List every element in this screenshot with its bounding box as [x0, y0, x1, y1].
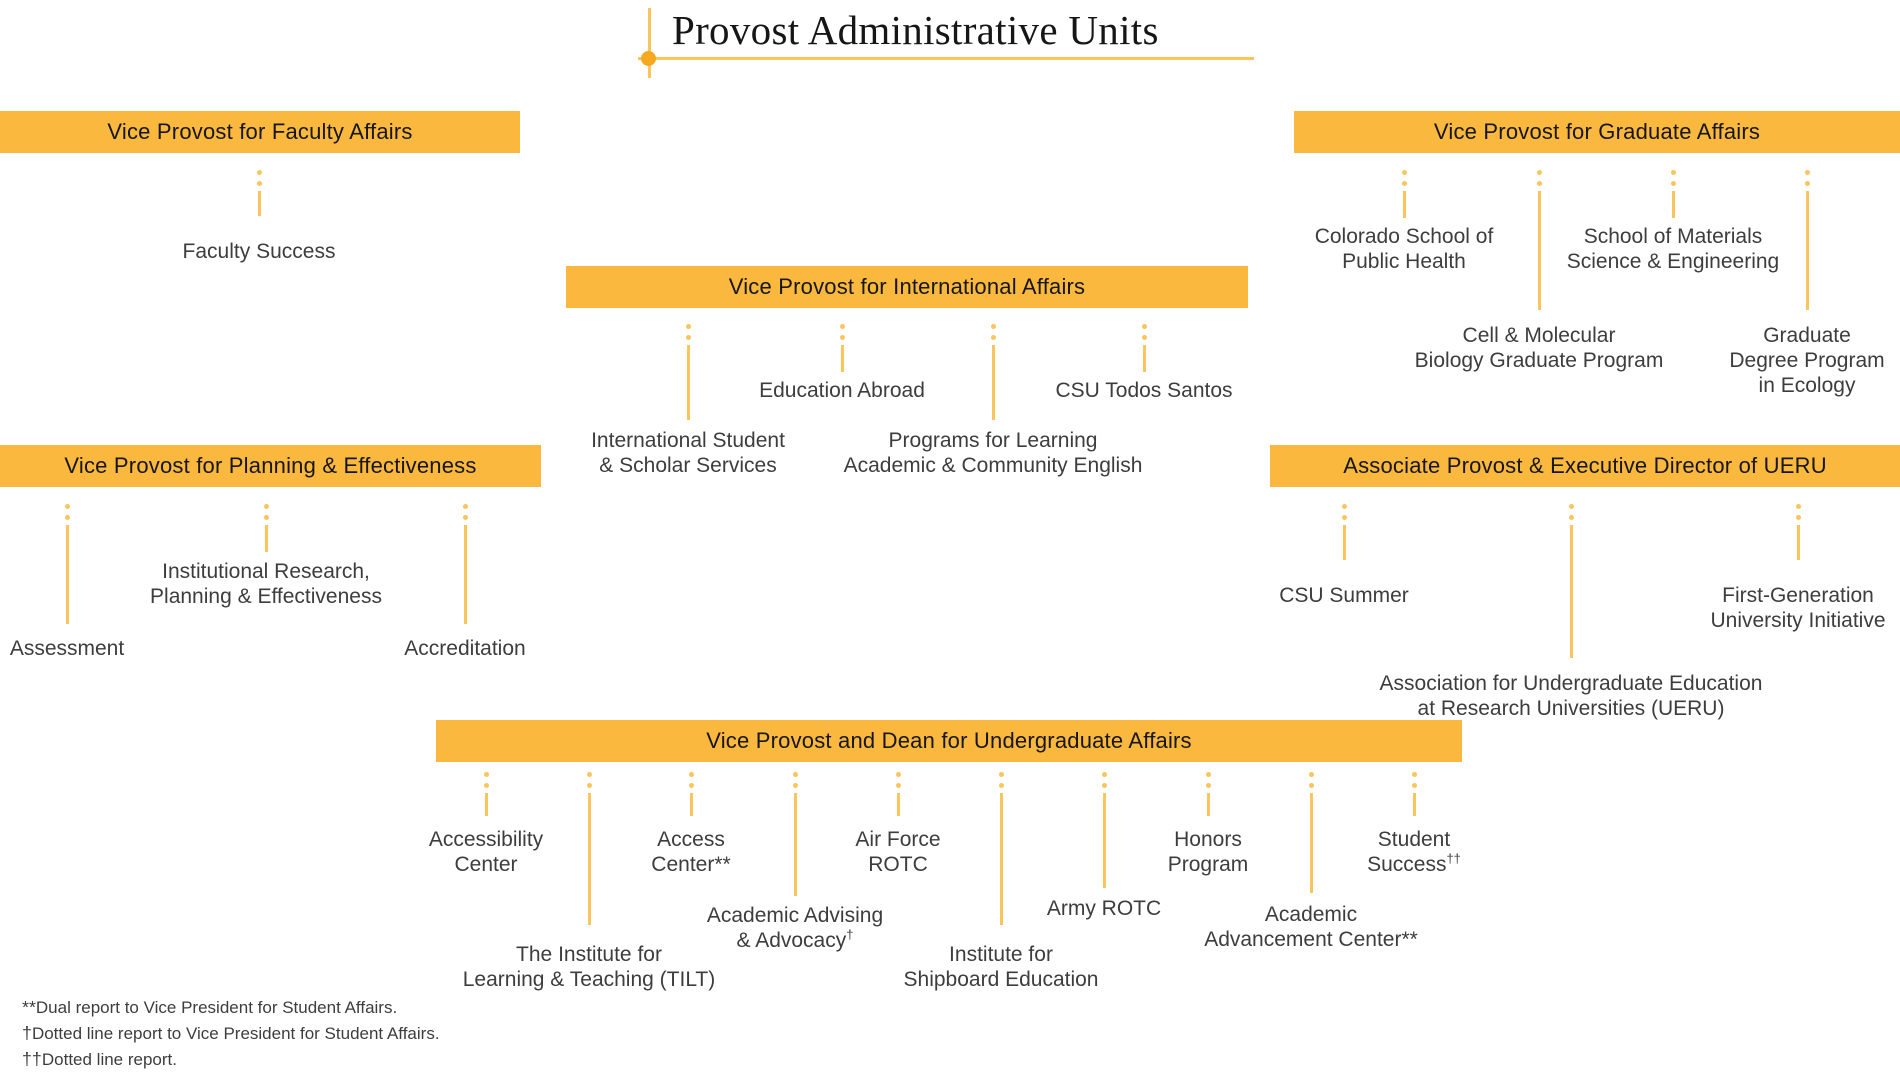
org-node-text: at Research Universities (UERU) — [1417, 697, 1725, 720]
org-node-text: Access — [657, 828, 725, 851]
org-node-line — [855, 827, 940, 852]
connector-dot — [65, 504, 70, 509]
connector-dot — [1142, 335, 1147, 340]
footnote-text: Dual report to Vice President for Student Affairs. — [35, 998, 398, 1017]
org-node-line — [463, 942, 716, 967]
org-node-label — [1415, 323, 1664, 373]
org-node-line — [1729, 323, 1884, 348]
connector-dot — [463, 504, 468, 509]
org-node-text: Planning & Effectiveness — [150, 585, 382, 608]
unit-bar-international-affairs — [566, 266, 1248, 308]
org-node-line — [1047, 896, 1161, 921]
connector-dot — [1796, 515, 1801, 520]
unit-bar-graduate-affairs — [1294, 111, 1900, 153]
org-node-text: Association for Undergraduate Education — [1379, 672, 1763, 695]
connector-dot — [257, 170, 262, 175]
page-title: Provost Administrative Units — [672, 7, 1159, 53]
connector-dot — [896, 772, 901, 777]
connector-dot — [1206, 772, 1211, 777]
org-node-text: Cell & Molecular — [1462, 324, 1616, 347]
org-node-line — [1380, 671, 1763, 696]
connector-line — [841, 345, 844, 372]
connector-dot — [587, 783, 592, 788]
org-node-line — [1168, 827, 1249, 852]
org-node-line — [1567, 224, 1779, 249]
unit-bar-title: Associate Provost & Executive Director of UERU — [1343, 453, 1827, 478]
connector-line — [1403, 191, 1406, 218]
connector-dot — [991, 324, 996, 329]
connector-dot — [1412, 772, 1417, 777]
connector-dot — [257, 181, 262, 186]
title-vertical-rule — [648, 8, 651, 78]
connector-line — [897, 793, 900, 816]
unit-bar-title: Vice Provost for Faculty Affairs — [107, 119, 413, 144]
connector-dot — [1796, 504, 1801, 509]
org-node-label — [463, 942, 716, 992]
org-node-text: & Scholar Services — [599, 454, 777, 477]
connector-dot — [793, 783, 798, 788]
connector-line — [1797, 525, 1800, 560]
connector-dot — [1569, 515, 1574, 520]
connector-line — [1207, 793, 1210, 816]
unit-bar-planning-effectiveness — [0, 445, 541, 487]
org-node-label — [404, 636, 525, 661]
org-node-line — [707, 903, 883, 928]
org-node-line — [651, 827, 730, 852]
org-node-line — [1055, 378, 1232, 403]
org-node-text: Success — [1367, 853, 1447, 876]
unit-bar-faculty-affairs — [0, 111, 520, 153]
unit-bar-title: Vice Provost for Planning & Effectiveness — [64, 453, 477, 478]
org-node-text: Education Abroad — [759, 379, 925, 402]
org-node-line — [1729, 348, 1884, 373]
org-node-line — [651, 852, 730, 877]
unit-bar-title: Vice Provost for International Affairs — [728, 274, 1086, 299]
org-node-text: University Initiative — [1710, 609, 1886, 632]
org-node-line — [855, 852, 940, 877]
org-node-text: Air Force — [855, 828, 941, 851]
connector-line — [1672, 191, 1675, 218]
org-node-line — [1204, 927, 1418, 952]
connector-line — [794, 793, 797, 896]
org-node-text: Assessment — [9, 637, 125, 660]
connector-dot — [793, 772, 798, 777]
org-node-line — [844, 428, 1143, 453]
footnote-item — [22, 997, 440, 1018]
org-node-text: Honors — [1174, 828, 1242, 851]
org-node-text: Graduate — [1763, 324, 1851, 347]
connector-dot — [1309, 783, 1314, 788]
connector-line — [1806, 191, 1809, 310]
connector-line — [485, 793, 488, 816]
org-node-label — [1367, 827, 1461, 877]
org-node-label — [844, 428, 1143, 478]
footnote-item — [22, 1023, 440, 1044]
org-node-label — [1710, 583, 1885, 633]
org-node-line — [1415, 323, 1664, 348]
connector-dot — [999, 783, 1004, 788]
org-node-line — [1315, 249, 1494, 274]
org-node-line — [1315, 224, 1494, 249]
org-node-line — [183, 239, 336, 264]
org-node-text: ROTC — [868, 853, 928, 876]
org-node-line — [1567, 249, 1779, 274]
org-node-label — [1567, 224, 1779, 274]
org-node-text: First-Generation — [1722, 584, 1874, 607]
org-node-label — [759, 378, 925, 403]
connector-dot — [587, 772, 592, 777]
connector-line — [687, 345, 690, 420]
org-node-label — [707, 903, 883, 953]
org-node-text: International Student — [591, 429, 785, 452]
org-node-line — [1415, 348, 1664, 373]
org-node-label — [591, 428, 785, 478]
org-node-text: Science & Engineering — [1566, 250, 1780, 273]
org-node-text: Accreditation — [404, 637, 526, 660]
footnote-text: Dotted line report to Vice President for Student Affairs. — [31, 1024, 440, 1043]
connector-dot — [991, 335, 996, 340]
connector-dot — [999, 772, 1004, 777]
org-node-text: Center** — [651, 853, 731, 876]
org-node-text: CSU Summer — [1279, 584, 1409, 607]
org-node-line — [1279, 583, 1409, 608]
org-node-line — [1367, 827, 1461, 852]
unit-bar-title: Vice Provost and Dean for Undergraduate Affairs — [706, 728, 1192, 753]
connector-line — [1538, 191, 1541, 310]
org-node-label — [1055, 378, 1232, 403]
org-node-text: & Advocacy — [736, 929, 847, 952]
org-node-line — [591, 428, 785, 453]
org-node-line — [10, 636, 124, 661]
connector-line — [1570, 525, 1573, 658]
connector-dot — [1805, 181, 1810, 186]
connector-dot — [840, 324, 845, 329]
org-node-text: The Institute for — [516, 943, 662, 966]
connector-dot — [1671, 181, 1676, 186]
connector-line — [265, 525, 268, 552]
org-node-line — [1710, 608, 1885, 633]
org-node-label — [1729, 323, 1884, 398]
connector-line — [1000, 793, 1003, 925]
connector-dot — [1342, 504, 1347, 509]
org-node-text: Programs for Learning — [888, 429, 1098, 452]
org-node-line — [463, 967, 716, 992]
org-node-line — [429, 827, 543, 852]
org-node-text: Army ROTC — [1046, 897, 1162, 920]
connector-dot — [686, 324, 691, 329]
org-node-line — [904, 967, 1099, 992]
connector-line — [1143, 345, 1146, 372]
connector-dot — [484, 772, 489, 777]
connector-line — [464, 525, 467, 624]
org-node-text: Degree Program — [1729, 349, 1885, 372]
connector-dot — [896, 783, 901, 788]
org-node-line — [591, 453, 785, 478]
connector-dot — [1342, 515, 1347, 520]
connector-dot — [1671, 170, 1676, 175]
connector-line — [1413, 793, 1416, 816]
connector-dot — [264, 504, 269, 509]
connector-line — [992, 345, 995, 420]
unit-bar-ueru — [1270, 445, 1900, 487]
connector-line — [690, 793, 693, 816]
title-dot — [641, 51, 656, 66]
org-node-line — [1367, 852, 1461, 877]
connector-dot — [840, 335, 845, 340]
org-node-text: Academic — [1264, 903, 1358, 926]
connector-dot — [1102, 772, 1107, 777]
org-node-text: Institute for — [949, 943, 1053, 966]
org-node-label — [1047, 896, 1161, 921]
footnote-text: Dotted line report. — [41, 1050, 177, 1069]
footnote-item — [22, 1049, 440, 1070]
connector-dot — [1537, 170, 1542, 175]
connector-dot — [484, 783, 489, 788]
org-node-line — [904, 942, 1099, 967]
org-node-label — [1204, 902, 1418, 952]
org-node-line — [150, 584, 382, 609]
org-node-text: Accessibility — [428, 828, 544, 851]
footnote-marker: †† — [22, 1049, 42, 1069]
org-node-line — [429, 852, 543, 877]
org-node-label — [1315, 224, 1494, 274]
connector-dot — [463, 515, 468, 520]
org-node-text: CSU Todos Santos — [1055, 379, 1233, 402]
org-node-line — [1729, 373, 1884, 398]
org-node-text: School of Materials — [1583, 225, 1763, 248]
connector-dot — [1412, 783, 1417, 788]
connector-line — [1310, 793, 1313, 893]
connector-dot — [264, 515, 269, 520]
connector-dot — [689, 783, 694, 788]
org-node-text: Learning & Teaching (TILT) — [462, 968, 716, 991]
connector-dot — [1102, 783, 1107, 788]
org-node-text: Center — [454, 853, 518, 876]
connector-dot — [1206, 783, 1211, 788]
org-node-label — [855, 827, 940, 877]
org-node-line — [1380, 696, 1763, 721]
org-node-label — [651, 827, 730, 877]
org-node-line — [759, 378, 925, 403]
connector-line — [258, 191, 261, 216]
org-node-text: Colorado School of — [1314, 225, 1494, 248]
org-node-text: Academic & Community English — [843, 454, 1143, 477]
connector-line — [66, 525, 69, 624]
connector-line — [588, 793, 591, 925]
org-node-text: in Ecology — [1758, 374, 1856, 397]
org-node-text: Biology Graduate Program — [1414, 349, 1664, 372]
connector-line — [1343, 525, 1346, 560]
org-node-line — [150, 559, 382, 584]
dagger-superscript: †† — [1446, 851, 1461, 866]
connector-dot — [1805, 170, 1810, 175]
connector-dot — [1537, 181, 1542, 186]
org-node-label — [904, 942, 1099, 992]
org-node-text: Faculty Success — [182, 240, 336, 263]
connector-dot — [65, 515, 70, 520]
org-node-text: Institutional Research, — [162, 560, 370, 583]
unit-bar-undergraduate-affairs — [436, 720, 1462, 762]
org-node-label — [1168, 827, 1249, 877]
org-node-label — [10, 636, 124, 661]
org-node-label — [150, 559, 382, 609]
org-node-text: Student — [1377, 828, 1451, 851]
org-node-text: Program — [1167, 853, 1249, 876]
footnotes — [22, 997, 440, 1075]
org-node-line — [404, 636, 525, 661]
dagger-superscript: † — [846, 927, 854, 942]
footnote-marker: † — [22, 1023, 32, 1043]
org-node-label — [429, 827, 543, 877]
connector-dot — [689, 772, 694, 777]
org-node-line — [707, 928, 883, 953]
connector-dot — [686, 335, 691, 340]
connector-dot — [1402, 170, 1407, 175]
org-node-line — [1204, 902, 1418, 927]
org-node-text: Advancement Center** — [1204, 928, 1418, 951]
org-node-text: Public Health — [1342, 250, 1466, 273]
org-node-line — [1168, 852, 1249, 877]
unit-bar-title: Vice Provost for Graduate Affairs — [1433, 119, 1761, 144]
org-node-line — [1710, 583, 1885, 608]
org-node-label — [1380, 671, 1763, 721]
org-node-text: Academic Advising — [706, 904, 884, 927]
connector-dot — [1309, 772, 1314, 777]
connector-dot — [1569, 504, 1574, 509]
org-node-text: Shipboard Education — [903, 968, 1099, 991]
connector-dot — [1402, 181, 1407, 186]
org-node-label — [183, 239, 336, 264]
connector-dot — [1142, 324, 1147, 329]
org-node-line — [844, 453, 1143, 478]
org-node-label — [1279, 583, 1409, 608]
footnote-marker: ** — [22, 997, 36, 1017]
connector-line — [1103, 793, 1106, 888]
